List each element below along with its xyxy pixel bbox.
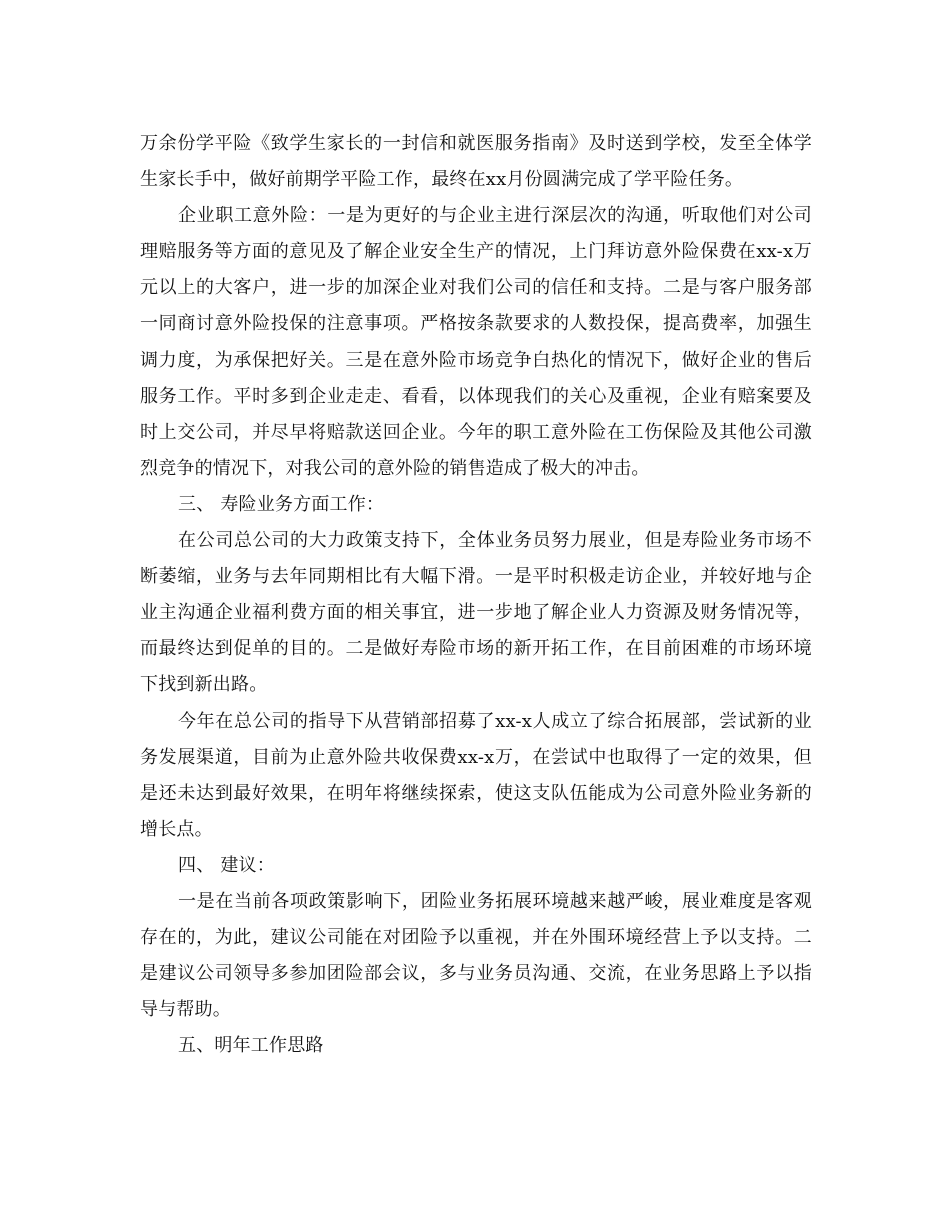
paragraph-employee-accident-insurance: 企业职工意外险：一是为更好的与企业主进行深层次的沟通，听取他们对公司理赔服务等方面的意见及了解企业安全生产的情况，上门拜访意外险保费在xx-x万元以上的大客户，进一步的加深企业对我们公司的信任和支持。二是与客户服务部一同商讨意外险投保的注意事项。严格按条款要求的人数投保，提高费率，加强生调力度，为承保把好关。三是在意外险市场竞争白热化的情况下，做好企业的售后服务工作。平时多到企业走走、看看，以体现我们的关心及重视，企业有赔案要及时上交公司，并尽早将赔款送回企业。今年的职工意外险在工伤保险及其他公司激烈竞争的情况下，对我公司的意外险的销售造成了极大的冲击。 (140, 205, 812, 479)
paragraph-suggestions: 一是在当前各项政策影响下，团险业务拓展环境越来越严峻，展业难度是客观存在的，为此，建议公司能在对团险予以重视，并在外围环境经营上予以支持。二是建议公司领导多参加团险部会议，多与业务员沟通、交流，在业务思路上予以指导与帮助。 (140, 890, 812, 1021)
paragraph-expansion-department: 今年在总公司的指导下从营销部招募了xx-x人成立了综合拓展部，尝试新的业务发展渠道，目前为止意外险共收保费xx-x万，在尝试中也取得了一定的效果，但是还未达到最好效果，在明年将继续探索，使这支队伍能成为公司意外险业务新的增长点。 (140, 710, 812, 840)
section-heading-next-year-plan: 五、明年工作思路 (178, 1035, 324, 1057)
section-heading-life-insurance: 三、 寿险业务方面工作： (178, 493, 385, 515)
paragraph-student-insurance-continued: 万余份学平险《致学生家长的一封信和就医服务指南》及时送到学校，发至全体学生家长手中，做好前期学平险工作，最终在xx月份圆满完成了学平险任务。 (140, 133, 812, 191)
paragraph-life-insurance-work: 在公司总公司的大力政策支持下，全体业务员努力展业，但是寿险业务市场不断萎缩，业务与去年同期相比有大幅下滑。一是平时积极走访企业，并较好地与企业主沟通企业福利费方面的相关事宜，进一步地了解企业人力资源及财务情况等，而最终达到促单的目的。二是做好寿险市场的新开拓工作，在目前困难的市场环境下找到新出路。 (140, 530, 812, 696)
document-body (140, 126, 812, 1064)
section-heading-suggestions: 四、 建议： (178, 854, 275, 876)
